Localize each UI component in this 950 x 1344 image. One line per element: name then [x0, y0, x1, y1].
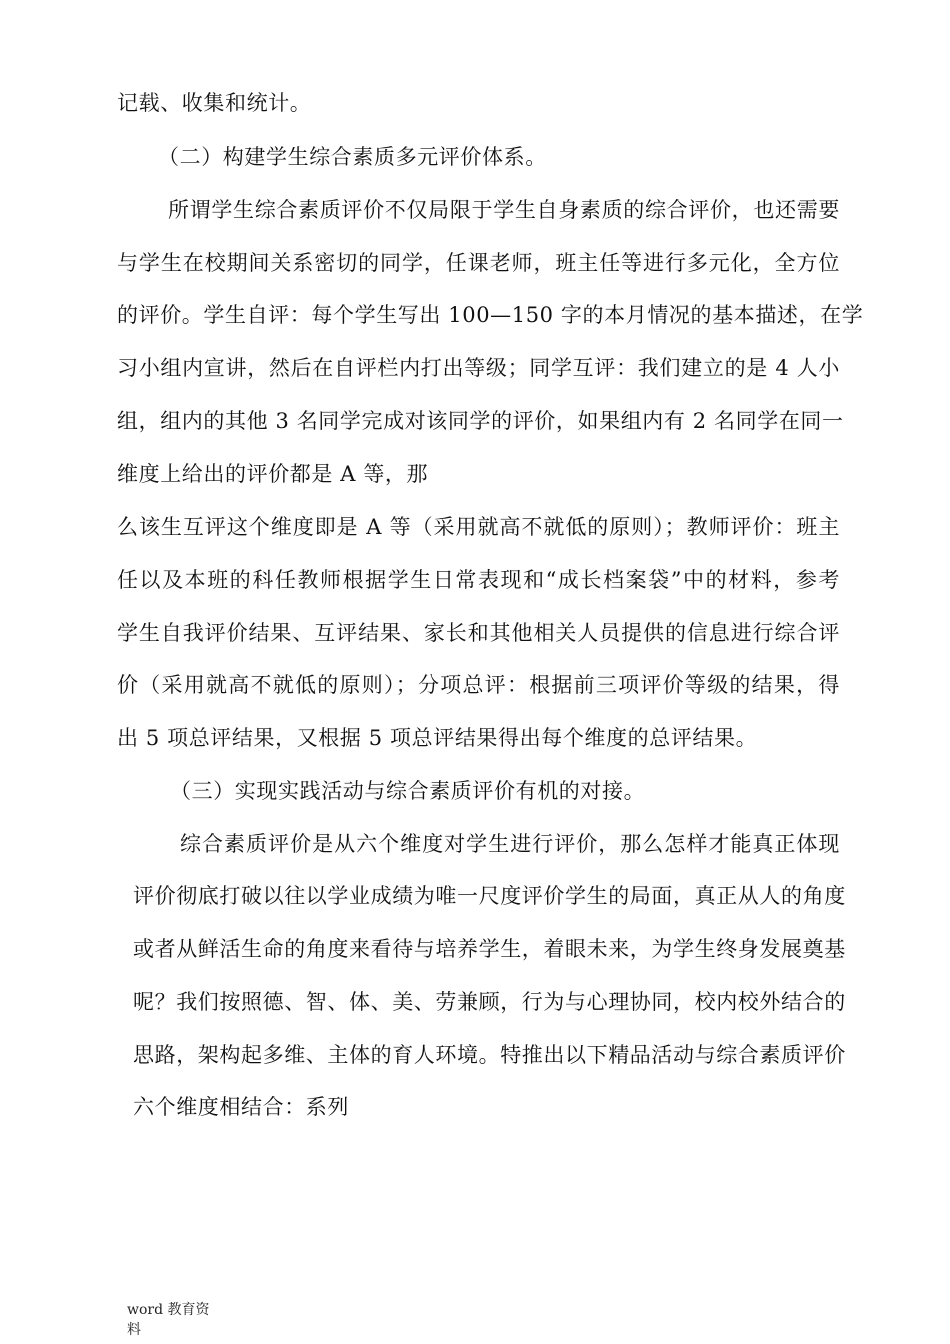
text-line-9: 么该生互评这个维度即是 A 等（采用就高不就低的原则）；教师评价：班主 — [117, 515, 840, 539]
text-line-1: 记载、收集和统计。 — [117, 91, 312, 115]
text-line-3: 所谓学生综合素质评价不仅局限于学生自身素质的综合评价，也还需要 — [168, 198, 840, 222]
text-line-12: 价（采用就高不就低的原则）；分项总评：根据前三项评价等级的结果，得 — [117, 673, 840, 697]
page-footer: word 教育资料 — [127, 1302, 210, 1338]
text-line-11: 学生自我评价结果、互评结果、家长和其他相关人员提供的信息进行综合评 — [117, 621, 840, 645]
text-line-18: 呢？我们按照德、智、体、美、劳兼顾，行为与心理协同，校内校外结合的 — [133, 990, 846, 1014]
text-line-17: 或者从鲜活生命的角度来看待与培养学生，着眼未来，为学生终身发展奠基 — [133, 937, 846, 961]
text-line-19: 思路，架构起多维、主体的育人环境。特推出以下精品活动与综合素质评价 — [133, 1043, 846, 1067]
text-line-7: 组，组内的其他 3 名同学完成对该同学的评价，如果组内有 2 名同学在同一 — [117, 409, 844, 433]
text-line-6: 习小组内宣讲，然后在自评栏内打出等级；同学互评：我们建立的是 4 人小 — [117, 356, 840, 380]
text-line-20: 六个维度相结合：系列 — [133, 1095, 349, 1119]
text-line-15: 综合素质评价是从六个维度对学生进行评价，那么怎样才能真正体现 — [180, 832, 840, 856]
section-heading-3: （三）实现实践活动与综合素质评价有机的对接。 — [170, 779, 646, 803]
section-heading-2: （二）构建学生综合素质多元评价体系。 — [158, 145, 547, 169]
text-line-13: 出 5 项总评结果，又根据 5 项总评结果得出每个维度的总评结果。 — [117, 726, 758, 750]
text-line-10: 任以及本班的科任教师根据学生日常表现和“成长档案袋”中的材料，参考 — [117, 568, 840, 592]
text-line-5: 的评价。学生自评：每个学生写出 100—150 字的本月情况的基本描述，在学 — [117, 303, 864, 327]
text-line-8: 维度上给出的评价都是 A 等，那 — [117, 462, 429, 486]
text-line-4: 与学生在校期间关系密切的同学，任课老师，班主任等进行多元化，全方位 — [117, 251, 840, 275]
text-line-16: 评价彻底打破以往以学业成绩为唯一尺度评价学生的局面，真正从人的角度 — [133, 884, 846, 908]
